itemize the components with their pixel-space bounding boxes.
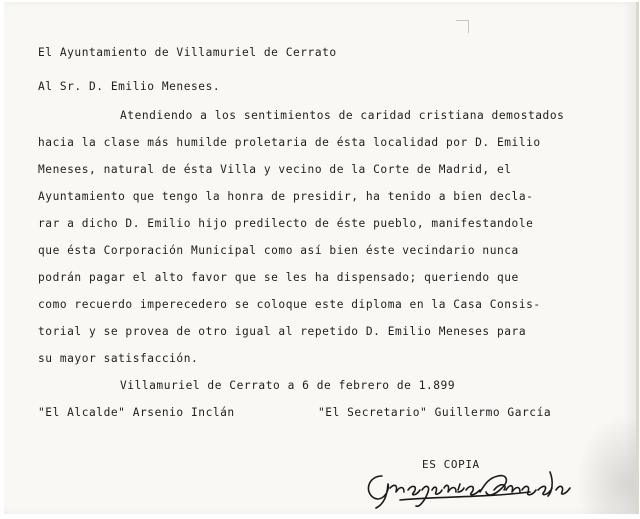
addressee-line: Al Sr. D. Emilio Meneses. bbox=[38, 80, 221, 93]
body-line: Ayuntamiento que tengo la honra de presidir, ha tenido a bien decla- bbox=[38, 190, 534, 203]
copy-stamp: ES COPIA bbox=[422, 458, 480, 471]
handwritten-signature bbox=[360, 462, 576, 510]
body-line: que ésta Corporación Municipal como así bien éste vecindario nunca bbox=[38, 244, 519, 257]
body-line: como recuerdo imperecedero se coloque este diploma en la Casa Consis- bbox=[38, 298, 541, 311]
body-line: podrán pagar el alto favor que se les ha dispensado; queriendo que bbox=[38, 271, 519, 284]
body-line: rar a dicho D. Emilio hijo predilecto de éste pueblo, manifestandole bbox=[38, 217, 534, 230]
page-stain bbox=[576, 414, 636, 514]
body-line: Meneses, natural de ésta Villa y vecino de la Corte de Madrid, el bbox=[38, 163, 512, 176]
mayor-signature-line: "El Alcalde" Arsenio Inclán bbox=[38, 406, 235, 419]
body-line: su mayor satisfacción. bbox=[38, 352, 199, 365]
document-page bbox=[4, 2, 639, 514]
document-heading: El Ayuntamiento de Villamuriel de Cerrato bbox=[38, 46, 337, 59]
body-line: hacia la clase más humilde proletaria de ésta localidad por D. Emilio bbox=[38, 136, 541, 149]
place-date-line: Villamuriel de Cerrato a 6 de febrero de 1.899 bbox=[120, 379, 456, 392]
secretary-signature-line: "El Secretario" Guillermo García bbox=[318, 406, 552, 419]
body-line: torial y se provea de otro igual al repetido D. Emilio Meneses para bbox=[38, 325, 527, 338]
page-corner-mark bbox=[456, 20, 469, 33]
body-line: Atendiendo a los sentimientos de caridad cristiana demostados bbox=[120, 109, 565, 122]
